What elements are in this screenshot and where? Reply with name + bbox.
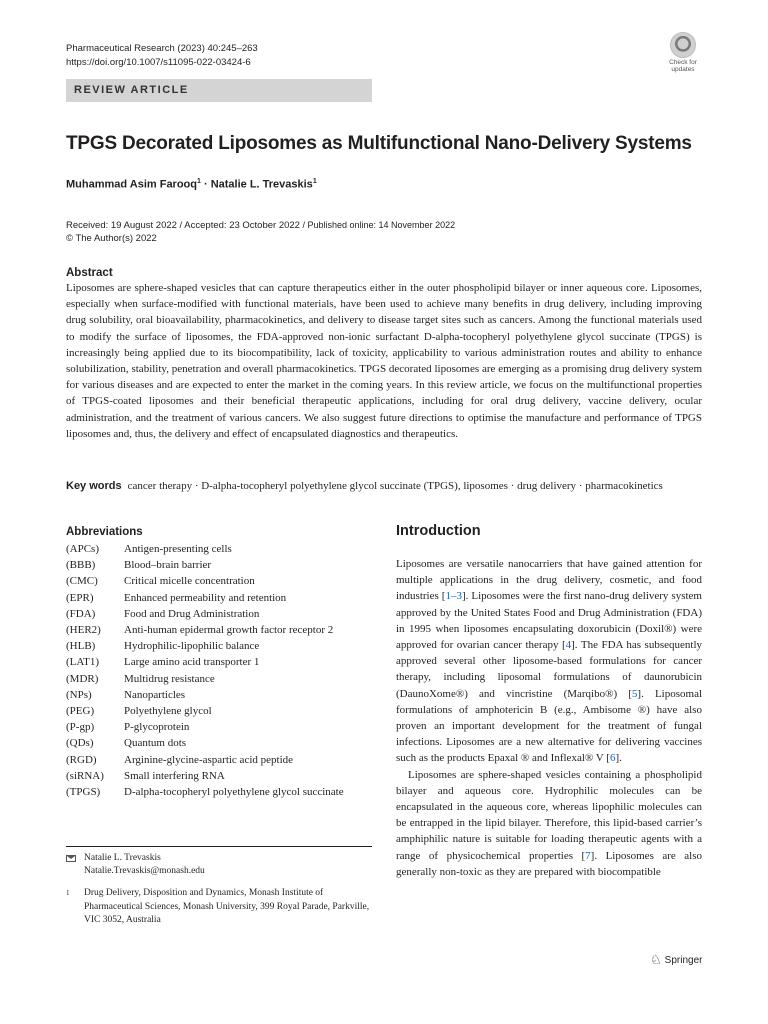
corresponding-author [66, 852, 205, 878]
citation-link[interactable]: 1–3 [445, 590, 462, 603]
article-dates [66, 219, 455, 245]
abbreviation-row [66, 719, 376, 735]
springer-horse-icon: ♘ [650, 952, 662, 967]
author-list [66, 178, 317, 191]
abstract-text: Liposomes are sphere-shaped vesicles that can capture therapeutics either in the outer phospholipid bilayer or inner aqueous core. Liposomes, especially when surface-modified with functional materials, have been used to achieve many benefits in drug delivery, including improving drug solubility, oral bioavailability, pharmacokinetics, and delivery to disease target sites such as cancers. Among the functional materials used to modify the surface of liposomes, the FDA-approved non-ionic surfactant D-alpha-tocopheryl polyethylene glycol succinate (TPGS) is increasingly being applied due to its biocompatibility, lack of toxicity, applicability to various administration routes and ability to enhance solubilization, stability, penetration and overall pharmacokinetics. TPGS decorated liposomes are emerging as a promising drug delivery system for various diseases and are expected to enter the market in the coming years. In this review article, we focus on the multifunctional properties of TPGS-coated liposomes and their beneficial therapeutic applications, including for oral drug delivery, vaccine delivery, ocular administration, and the treatment of various cancers. We also suggest future directions to optimise the manufacture and performance of TPGS liposomes and, thus, the delivery and effect of encapsulated diagnostics and therapeutics. [66, 282, 702, 440]
check-for-updates-badge[interactable] [662, 32, 704, 74]
publisher-name: Springer [664, 954, 703, 966]
abbreviation-row [66, 654, 376, 670]
envelope-icon [66, 855, 76, 862]
affiliation-number: 1 [66, 889, 70, 897]
abbreviation-row [66, 671, 376, 687]
abbreviation-definition: Quantum dots [124, 737, 187, 750]
abbreviation-definition: Food and Drug Administration [124, 607, 260, 620]
keywords-text: cancer therapy · D-alpha-tocopheryl polyethylene glycol succinate (TPGS), liposomes · drug delivery · pharmacokinetics [127, 480, 663, 492]
article-title: TPGS Decorated Liposomes as Multifunctional Nano-Delivery Systems [66, 133, 692, 154]
abbreviation-row [66, 784, 376, 800]
affiliation-text: Drug Delivery, Disposition and Dynamics, Monash Institute of Pharmaceutical Sciences, Monash University, 399 Royal Parade, Parkville, VIC 3052, Australia [84, 888, 370, 925]
abbreviation-term: (RGD) [66, 753, 97, 766]
abbreviation-definition: Anti-human epidermal growth factor receptor 2 [124, 624, 334, 637]
abbreviation-definition: D-alpha-tocopheryl polyethylene glycol succinate [124, 786, 344, 799]
introduction-heading: Introduction [396, 523, 481, 539]
citation-link[interactable]: 6 [609, 752, 616, 765]
abbreviation-row [66, 752, 376, 768]
abbreviation-row [66, 703, 376, 719]
abbreviation-term: (LAT1) [66, 656, 99, 669]
author-affiliation-ref: 1 [312, 178, 317, 185]
abbreviation-row [66, 557, 376, 573]
abbreviation-term: (QDs) [66, 737, 94, 750]
abbreviation-row [66, 735, 376, 751]
abbreviation-row [66, 622, 376, 638]
abbreviation-term: (TPGS) [66, 786, 101, 799]
abbreviation-definition: Arginine-glycine-aspartic acid peptide [124, 753, 294, 766]
received-accepted-date: Received: 19 August 2022 / Accepted: 23 October 2022 [66, 220, 300, 231]
abbreviation-term: (siRNA) [66, 769, 104, 782]
check-for-updates-icon [670, 32, 696, 58]
abbreviation-definition: Enhanced permeability and retention [124, 591, 287, 604]
abbreviation-definition: Multidrug resistance [124, 672, 215, 685]
abbreviation-definition: Blood–brain barrier [124, 559, 212, 572]
citation-link[interactable]: 4 [565, 639, 572, 652]
copyright-notice: © The Author(s) 2022 [66, 233, 157, 244]
abbreviation-definition: Antigen-presenting cells [124, 543, 232, 555]
abbreviation-definition: Small interfering RNA [124, 769, 225, 782]
published-date: / Published online: 14 November 2022 [299, 220, 456, 230]
journal-citation: Pharmaceutical Research (2023) 40:245–263 [66, 43, 258, 54]
corresponding-author-name: Natalie L. Trevaskis [84, 853, 161, 863]
introduction-body [396, 556, 702, 880]
abbreviation-term: (FDA) [66, 607, 96, 620]
abbreviation-term: (MDR) [66, 672, 99, 685]
abbreviation-definition: P-glycoprotein [124, 721, 190, 734]
publisher-logo [650, 952, 702, 968]
abbreviation-row [66, 768, 376, 784]
abbreviation-term: (EPR) [66, 591, 94, 604]
abbreviation-row [66, 541, 376, 557]
abbreviation-term: (HLB) [66, 640, 96, 653]
abbreviation-definition: Hydrophilic-lipophilic balance [124, 640, 260, 653]
footnote-divider [66, 846, 372, 847]
abstract-heading: Abstract [66, 267, 113, 279]
abbreviation-row [66, 638, 376, 654]
affiliation-footnote [66, 887, 372, 928]
abbreviation-term: (HER2) [66, 624, 101, 637]
introduction-paragraph: Liposomes are versatile nanocarriers that have gained attention for multiple applications in the drug delivery, cosmetic, and food industries [1–3]. Liposomes were the first nano-drug delivery system approved by the United States Food and Drug Administration (FDA) in 1995 when liposomes encapsulating doxorubicin (Doxil®) were approved for ovarian cancer therapy [4]. The FDA has subsequently approved several other liposome-based formulations for cancer therapy, including liposomal formulations of daunorubicin (DaunoXome®) and vincristine (Marqibo®) [5]. Liposomal formulations of amphotericin B (e.g., Ambisome ®) have also proven an important development for the treatment of fungal infections. Liposomes are a new alternative for delivering vaccines such as the products Epaxal ® and Inflexal® V [6]. [396, 558, 703, 765]
abbreviation-row [66, 590, 376, 606]
abbreviation-term: (PEG) [66, 705, 95, 718]
abbreviations-list [66, 541, 376, 800]
abbreviations-heading: Abbreviations [66, 526, 143, 538]
abbreviation-term: (CMC) [66, 575, 98, 588]
author-affiliation-ref: 1 [197, 178, 201, 185]
abbreviation-term: (BBB) [66, 559, 96, 572]
abbreviation-row [66, 606, 376, 622]
citation-link[interactable]: 5 [631, 687, 638, 700]
author-name[interactable]: Muhammad Asim Farooq [66, 178, 197, 191]
keywords [66, 478, 702, 494]
abbreviation-row [66, 687, 376, 703]
abbreviation-definition: Nanoparticles [124, 688, 186, 701]
journal-header [66, 42, 258, 70]
keywords-heading: Key words [66, 480, 122, 492]
abbreviation-row [66, 573, 376, 589]
doi-link[interactable]: https://doi.org/10.1007/s11095-022-03424-6 [66, 57, 251, 68]
author-separator: · [200, 178, 211, 191]
abbreviation-term: (APCs) [66, 543, 100, 555]
introduction-paragraph: Liposomes are sphere-shaped vesicles containing a phospholipid bilayer and aqueous core. Hydrophilic molecules can be encapsulated in the aqueous core, whereas lipophilic molecules can be entrapped in the lipid bilayer. Therefore, this lipid-based carrier’s amphiphilic nature is suitable for loading therapeutic agents with a range of physicochemical properties [7]. Liposomes are also generally non-toxic as they are prepared with biocompatible [396, 768, 702, 878]
check-for-updates-label: Check for updates [669, 59, 697, 73]
author-name[interactable]: Natalie L. Trevaskis [210, 178, 313, 191]
abbreviation-definition: Critical micelle concentration [124, 575, 255, 588]
abbreviation-term: (NPs) [66, 688, 92, 701]
abbreviation-definition: Polyethylene glycol [124, 705, 212, 718]
article-type-banner: REVIEW ARTICLE [66, 79, 372, 102]
abbreviation-definition: Large amino acid transporter 1 [124, 656, 260, 669]
citation-link[interactable]: 7 [585, 849, 591, 862]
abbreviation-term: (P-gp) [66, 721, 95, 734]
corresponding-author-email[interactable]: Natalie.Trevaskis@monash.edu [84, 866, 205, 876]
